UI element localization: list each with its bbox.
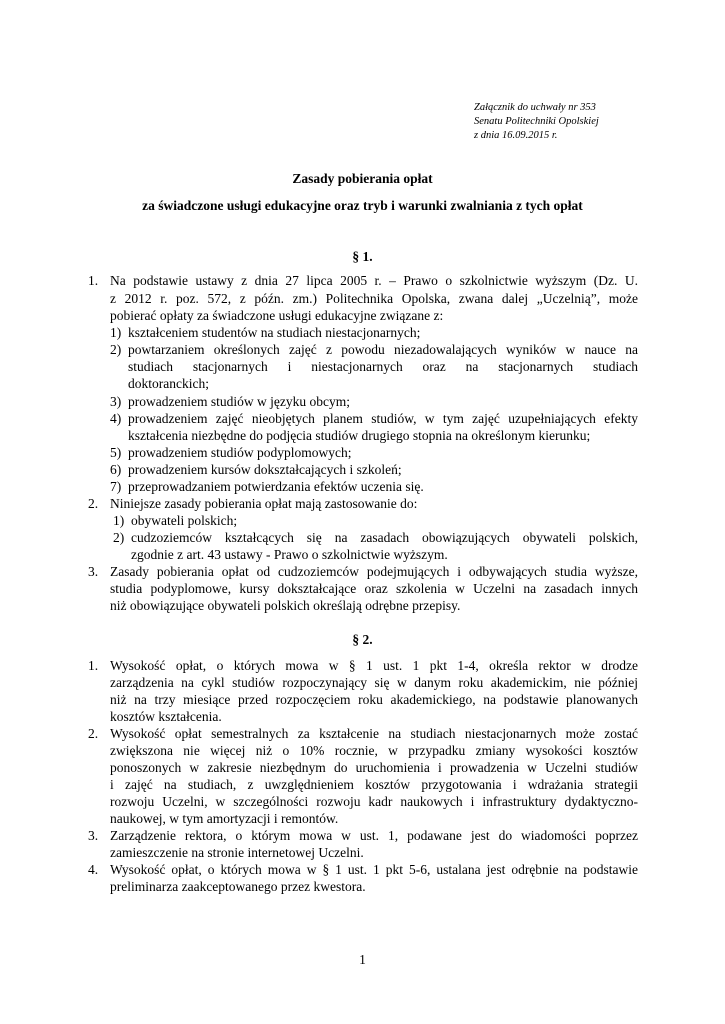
text-line: zarządzenia na cykl studiów rozpoczynający się w danym roku akademickim, nie później bbox=[110, 675, 638, 690]
text-line: rozwoju Uczelni, w szczególności rozwoju kadr naukowych i infrastruktury dydaktyczno- bbox=[110, 794, 638, 809]
text-line: niż obowiązujące obywateli polskich określają odrębne przepisy. bbox=[110, 598, 461, 613]
subitem-number: 7) bbox=[110, 479, 122, 494]
item-number: 1. bbox=[88, 658, 99, 673]
subitem-number: 4) bbox=[110, 411, 122, 426]
text-line: z 2012 r. poz. 572, z późn. zm.) Politechnika Opolska, zwana dalej „Uczelnią”, może bbox=[110, 291, 638, 306]
text-line: pobierać opłaty za świadczone usługi edukacyjne związane z: bbox=[110, 308, 444, 323]
attachment-header bbox=[474, 101, 599, 143]
text-line: powtarzaniem określonych zajęć z powodu niezadowalających wyników w nauce na bbox=[128, 342, 638, 357]
subitem-number: 3) bbox=[110, 394, 122, 409]
text-line: cudzoziemców kształcących się na zasadach obowiązujących obywateli polskich, bbox=[131, 530, 638, 545]
subitem-number: 1) bbox=[113, 513, 125, 528]
text-line: niż na trzy miesiące przed rozpoczęciem roku akademickiego, na podstawie planowanych bbox=[110, 692, 638, 707]
item-number: 3. bbox=[88, 828, 99, 843]
item-number: 2. bbox=[88, 496, 99, 511]
text-line: Wysokość opłat, o których mowa w § 1 ust. 1 pkt 5-6, ustalana jest odrębnie na podstawie bbox=[110, 862, 638, 877]
subitem-number: 1) bbox=[110, 325, 122, 340]
subitem-number: 6) bbox=[110, 462, 122, 477]
item-number: 3. bbox=[88, 564, 99, 579]
item-number: 2. bbox=[88, 726, 99, 741]
text-line: kształcenia niezbędne do podjęcia studiów drugiego stopnia na określonym kierunku; bbox=[128, 428, 591, 443]
section-1-heading: § 1. bbox=[352, 249, 373, 264]
text-line: Wysokość opłat semestralnych za kształcenie na studiach niestacjonarnych może zostać bbox=[110, 726, 638, 741]
text-line: i zajęć na studiach, z uwzględnieniem kosztów przygotowania i wdrażania strategii bbox=[110, 777, 638, 792]
item-number: 1. bbox=[88, 273, 99, 288]
text-line: przeprowadzaniem potwierdzania efektów uczenia się. bbox=[128, 479, 424, 494]
text-line: naukowej, w tym amortyzacji i remontów. bbox=[110, 811, 339, 826]
text-line: zamieszczenie na stronie internetowej Uczelni. bbox=[110, 845, 364, 860]
item-number: 4. bbox=[88, 862, 99, 877]
page-number: 1 bbox=[359, 952, 366, 967]
subitem-number: 2) bbox=[110, 342, 122, 357]
header-line-1: Załącznik do uchwały nr 353 bbox=[474, 102, 596, 113]
text-line: studia podyplomowe, kursy dokształcające oraz szkolenia w Uczelni na zasadach innych bbox=[110, 581, 638, 596]
text-line: ponoszonych w zakresie niezbędnym do uruchomienia i prowadzenia w Uczelni studiów bbox=[110, 760, 638, 775]
text-line: Wysokość opłat, o których mowa w § 1 ust. 1 pkt 1-4, określa rektor w drodze bbox=[110, 658, 638, 673]
text-line: prowadzeniem studiów podyplomowych; bbox=[128, 445, 352, 460]
text-line: Na podstawie ustawy z dnia 27 lipca 2005 r. – Prawo o szkolnictwie wyższym (Dz. U. bbox=[110, 273, 638, 288]
text-line: zgodnie z art. 43 ustawy - Prawo o szkolnictwie wyższym. bbox=[131, 547, 448, 562]
text-line: Zasady pobierania opłat od cudzoziemców podejmujących i odbywających studia wyższe, bbox=[110, 564, 638, 579]
text-line: studiach stacjonarnych i niestacjonarnych oraz na stacjonarnych studiach bbox=[128, 359, 638, 374]
subitem-number: 5) bbox=[110, 445, 122, 460]
header-line-2: Senatu Politechniki Opolskiej bbox=[474, 116, 599, 127]
text-line: prowadzeniem kursów dokształcających i szkoleń; bbox=[128, 462, 402, 477]
text-line: doktoranckich; bbox=[128, 376, 209, 391]
subitem-number: 2) bbox=[113, 530, 125, 545]
text-line: Niniejsze zasady pobierania opłat mają zastosowanie do: bbox=[110, 496, 418, 511]
text-line: kształceniem studentów na studiach niestacjonarnych; bbox=[128, 325, 421, 340]
text-line: kosztów kształcenia. bbox=[110, 709, 222, 724]
text-line: prowadzeniem zajęć nieobjętych planem studiów, w tym zajęć uzupełniających efekty bbox=[128, 411, 638, 426]
text-line: Zarządzenie rektora, o którym mowa w ust. 1, podawane jest do wiadomości poprzez bbox=[110, 828, 638, 843]
text-line: prowadzeniem studiów w języku obcym; bbox=[128, 394, 350, 409]
section-2-heading: § 2. bbox=[352, 632, 373, 647]
header-line-3: z dnia 16.09.2015 r. bbox=[474, 130, 558, 141]
text-line: obywateli polskich; bbox=[131, 513, 238, 528]
text-line: preliminarza zaakceptowanego przez kwestora. bbox=[110, 879, 366, 894]
document-subtitle: za świadczone usługi edukacyjne oraz tryb i warunki zwalniania z tych opłat bbox=[142, 198, 583, 213]
document-title: Zasady pobierania opłat bbox=[292, 171, 433, 186]
text-line: zwiększona nie więcej niż o 10% rocznie, w przypadku zmiany wysokości kosztów bbox=[110, 743, 638, 758]
